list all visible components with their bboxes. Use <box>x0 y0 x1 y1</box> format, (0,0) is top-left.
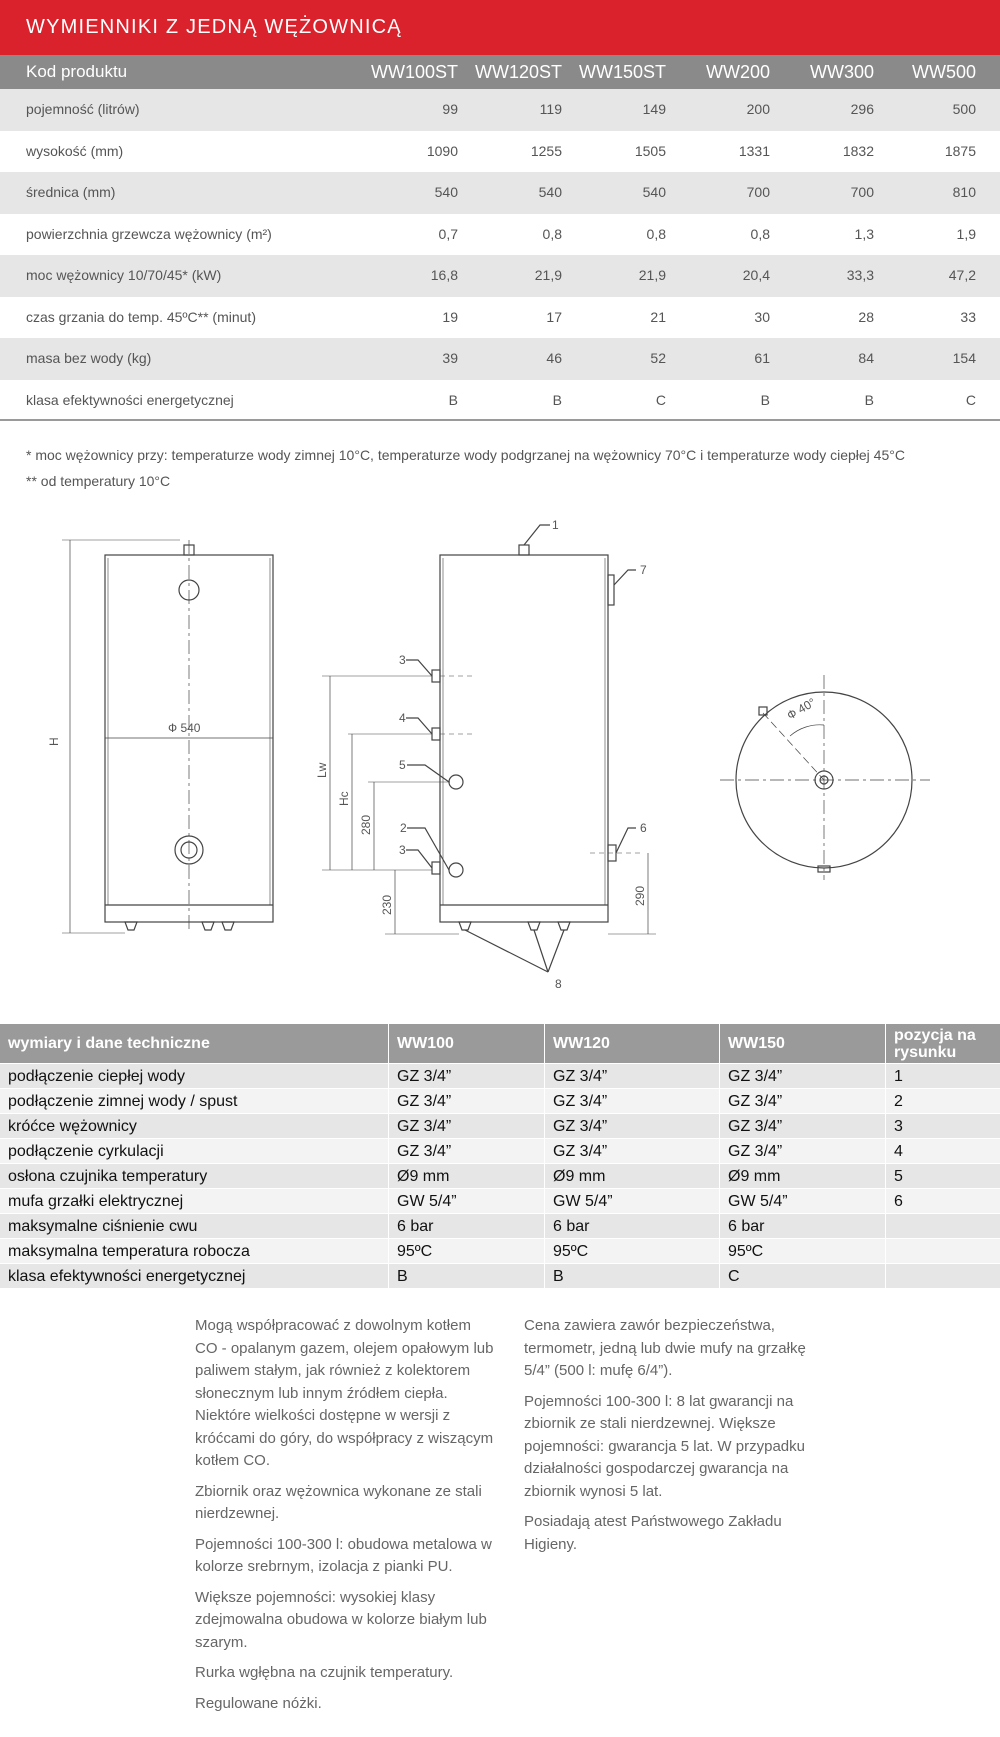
spec-row <box>0 131 1000 173</box>
side-foot <box>459 922 471 930</box>
side-foot <box>558 922 570 930</box>
spec-cell: 154 <box>952 350 976 366</box>
spec-cell: B <box>760 391 770 408</box>
tech-cell: 6 bar <box>544 1214 719 1238</box>
tech-row <box>0 1064 1000 1089</box>
tech-cell: 95ºC <box>544 1239 719 1263</box>
tech-row <box>0 1264 1000 1289</box>
tech-cell: GW 5/4” <box>719 1189 885 1213</box>
tech-row <box>0 1089 1000 1114</box>
tech-row-label: podłączenie ciepłej wody <box>8 1068 185 1085</box>
tech-cell: GZ 3/4” <box>719 1114 885 1138</box>
spec-cell: C <box>655 391 666 408</box>
description-paragraph: Rurka wgłębna na czujnik temperatury. <box>195 1664 454 1681</box>
spec-cell: 200 <box>746 101 770 117</box>
spec-cell: 17 <box>546 308 562 325</box>
tech-cell: C <box>719 1264 885 1288</box>
model-header: WW300 <box>809 62 874 82</box>
spec-cell: 61 <box>754 350 770 366</box>
tech-position-cell: 3 <box>885 1114 1000 1138</box>
description-right <box>524 1315 814 1564</box>
description-left <box>195 1315 495 1723</box>
spec-table-header <box>0 55 1000 89</box>
spec-cell: 1331 <box>738 142 770 159</box>
tech-row-label: klasa efektywności energetycznej <box>8 1268 246 1285</box>
description-paragraph: Pojemności 100-300 l: obudowa metalowa w kolorze srebrnym, izolacja z pianki PU. <box>195 1535 492 1575</box>
tech-table-header <box>0 1024 1000 1064</box>
spec-cell: 119 <box>539 101 562 117</box>
spec-row <box>0 297 1000 339</box>
tech-cell: GZ 3/4” <box>544 1064 719 1088</box>
tech-cell: Ø9 mm <box>719 1164 885 1188</box>
dim-230-label: 230 <box>380 894 394 915</box>
tech-row <box>0 1114 1000 1139</box>
spec-cell: 19 <box>442 308 458 325</box>
tech-position-cell <box>885 1239 1000 1263</box>
spec-cell: B <box>448 391 458 408</box>
tech-cell: GZ 3/4” <box>388 1089 544 1113</box>
spec-cell: 0,7 <box>438 225 458 242</box>
model-header: WW500 <box>911 62 976 82</box>
spec-header-label: Kod produktu <box>26 62 128 81</box>
spec-table <box>0 55 1000 421</box>
description-paragraph: Posiadają atest Państwowego Zakładu Higieny. <box>524 1513 782 1553</box>
spec-cell: 149 <box>642 101 666 117</box>
spec-row-label: powierzchnia grzewcza wężownicy (m²) <box>26 225 272 242</box>
side-anode-port <box>608 575 614 605</box>
callout-6: 6 <box>640 821 647 835</box>
spec-cell: 47,2 <box>948 267 976 283</box>
spec-cell: 46 <box>546 350 562 366</box>
tech-row-label: maksymalne ciśnienie cwu <box>8 1218 198 1235</box>
tech-row-label: króćce wężownicy <box>8 1118 137 1135</box>
spec-cell: 1832 <box>842 142 874 159</box>
tech-cell: B <box>544 1264 719 1288</box>
tech-cell: 95ºC <box>388 1239 544 1263</box>
callout-1: 1 <box>552 518 559 532</box>
header-banner <box>0 0 1000 55</box>
spec-cell: 1255 <box>530 142 562 159</box>
side-sensor-port <box>449 775 463 789</box>
spec-cell: 296 <box>850 101 874 117</box>
front-foot <box>202 922 214 930</box>
dim-290-label: 290 <box>633 885 647 906</box>
spec-cell: 1,9 <box>956 225 976 242</box>
callout-2: 2 <box>400 821 407 835</box>
side-top-fitting <box>519 545 529 555</box>
tech-cell: GZ 3/4” <box>719 1064 885 1088</box>
description-paragraph: Regulowane nóżki. <box>195 1694 322 1712</box>
spec-cell: 700 <box>746 184 770 200</box>
spec-cell: 1505 <box>634 142 666 159</box>
spec-row-label: wysokość (mm) <box>26 142 124 159</box>
tech-row-label: podłączenie zimnej wody / spust <box>8 1093 238 1110</box>
tech-header-model: WW100 <box>388 1024 544 1063</box>
footnote: ** od temperatury 10°C <box>26 473 171 489</box>
technical-drawing <box>0 510 1000 1000</box>
spec-cell: 33,3 <box>846 267 874 283</box>
tech-position-cell: 2 <box>885 1089 1000 1113</box>
footnotes <box>26 442 905 494</box>
spec-row-label: klasa efektywności energetycznej <box>26 391 234 408</box>
tech-row-label: podłączenie cyrkulacji <box>8 1143 164 1160</box>
description-paragraph: Większe pojemności: wysokiej klasy zdejmowalna obudowa w kolorze białym lub szarym. <box>195 1588 487 1651</box>
description-paragraph: Cena zawiera zawór bezpieczeństwa, termometr, jedną lub dwie mufy na grzałkę 5/4” (500 l: mufę 6/4”). <box>524 1317 806 1379</box>
spec-row <box>0 89 1000 131</box>
spec-cell: B <box>864 391 874 408</box>
tech-position-cell: 5 <box>885 1164 1000 1188</box>
tech-position-cell <box>885 1264 1000 1288</box>
tech-cell: GZ 3/4” <box>544 1139 719 1163</box>
spec-row-label: czas grzania do temp. 45ºC** (minut) <box>26 308 256 325</box>
tech-cell: GW 5/4” <box>388 1189 544 1213</box>
tech-cell: B <box>388 1264 544 1288</box>
tech-header-model: WW150 <box>719 1024 885 1063</box>
spec-cell: 30 <box>754 308 770 325</box>
tech-row-label: mufa grzałki elektrycznej <box>8 1193 184 1210</box>
tech-cell: GZ 3/4” <box>719 1089 885 1113</box>
tech-row <box>0 1214 1000 1239</box>
spec-row <box>0 338 1000 380</box>
spec-row-label: pojemność (litrów) <box>26 101 140 117</box>
spec-cell: 0,8 <box>542 225 562 242</box>
spec-cell: 52 <box>650 350 666 366</box>
spec-row-label: średnica (mm) <box>26 184 116 200</box>
model-header: WW150ST <box>578 62 666 82</box>
tech-position-cell: 4 <box>885 1139 1000 1163</box>
spec-row-label: masa bez wody (kg) <box>26 350 152 366</box>
side-cold-water-port <box>449 863 463 877</box>
spec-cell: 28 <box>858 308 874 325</box>
angle-label: Ф 40° <box>784 695 819 723</box>
spec-cell: 540 <box>642 184 666 200</box>
spec-cell: 0,8 <box>646 225 666 242</box>
model-header: WW120ST <box>474 62 562 82</box>
tech-cell: Ø9 mm <box>388 1164 544 1188</box>
tech-header-label: wymiary i dane techniczne <box>8 1035 210 1052</box>
tech-cell: GZ 3/4” <box>544 1089 719 1113</box>
spec-cell: 21,9 <box>638 267 666 283</box>
spec-cell: 39 <box>442 350 458 366</box>
footnote: * moc wężownicy przy: temperaturze wody zimnej 10°C, temperaturze wody podgrzanej na wężownicy 70°C i temperaturze wody ciepłej 45°C <box>26 447 905 463</box>
drawing-svg <box>0 510 1000 1000</box>
page-title: WYMIENNIKI Z JEDNĄ WĘŻOWNICĄ <box>26 16 402 38</box>
tech-cell: 6 bar <box>388 1214 544 1238</box>
callout-8: 8 <box>555 977 562 991</box>
side-tank-outline <box>440 555 608 922</box>
spec-cell: 84 <box>858 350 874 366</box>
callout-5: 5 <box>399 758 406 772</box>
spec-row <box>0 172 1000 214</box>
tech-cell: 6 bar <box>719 1214 885 1238</box>
callout-4: 4 <box>399 711 406 725</box>
height-label: H <box>47 737 61 746</box>
spec-cell: 540 <box>538 184 562 200</box>
callout-7: 7 <box>640 563 647 577</box>
callout-3: 3 <box>399 843 406 857</box>
tech-cell: Ø9 mm <box>544 1164 719 1188</box>
tech-row <box>0 1164 1000 1189</box>
tech-cell: 95ºC <box>719 1239 885 1263</box>
spec-cell: 0,8 <box>750 225 770 242</box>
spec-cell: B <box>552 391 562 408</box>
tech-cell: GZ 3/4” <box>388 1064 544 1088</box>
tech-cell: GZ 3/4” <box>719 1139 885 1163</box>
tech-row-label: osłona czujnika temperatury <box>8 1168 208 1185</box>
side-coil-port-upper <box>432 670 440 682</box>
description-paragraph: Mogą współpracować z dowolnym kotłem CO - opalanym gazem, olejem opałowym lub paliwem stałym, jak również z kolektorem słonecznym lub innym źródłem ciepła. Niektóre wielkości dostępne w wersji z króćcami do góry, do współpracy z wiszącym kotłem CO. <box>195 1317 494 1469</box>
lw-label: Lw <box>315 762 329 778</box>
spec-cell: 700 <box>850 184 874 200</box>
spec-cell: 540 <box>434 184 458 200</box>
spec-cell: 16,8 <box>430 267 458 283</box>
spec-cell: 20,4 <box>742 267 770 283</box>
model-header: WW200 <box>705 62 770 82</box>
tech-cell: GZ 3/4” <box>388 1114 544 1138</box>
tech-position-cell <box>885 1214 1000 1238</box>
diameter-label: Ф 540 <box>168 721 201 735</box>
tech-position-cell: 6 <box>885 1189 1000 1213</box>
spec-cell: 99 <box>442 101 458 117</box>
spec-row-label: moc wężownicy 10/70/45* (kW) <box>26 267 222 283</box>
tech-row <box>0 1139 1000 1164</box>
tech-header-model: WW120 <box>544 1024 719 1063</box>
tech-position-cell: 1 <box>885 1064 1000 1088</box>
hc-label: Hc <box>337 791 351 806</box>
side-coil-port-lower <box>432 862 440 874</box>
tech-row <box>0 1239 1000 1264</box>
dim-280-label: 280 <box>359 814 373 835</box>
spec-cell: 810 <box>952 184 976 200</box>
description-paragraph: Pojemności 100-300 l: 8 lat gwarancji na zbiornik ze stali nierdzewnej. Większe pojemności: gwarancja 5 lat. W przypadku działalności gospodarczej gwarancja na zbiornik wynosi 5 lat. <box>524 1392 805 1500</box>
spec-cell: 1,3 <box>854 225 874 242</box>
tech-header-position: pozycja na rysunku <box>885 1024 1000 1063</box>
side-foot <box>528 922 540 930</box>
spec-row <box>0 255 1000 297</box>
spec-cell: C <box>965 391 976 408</box>
tech-cell: GZ 3/4” <box>544 1114 719 1138</box>
spec-row <box>0 214 1000 256</box>
tech-row <box>0 1189 1000 1214</box>
tech-row-label: maksymalna temperatura robocza <box>8 1243 250 1260</box>
spec-cell: 500 <box>952 101 976 117</box>
description-paragraph: Zbiornik oraz wężownica wykonane ze stali nierdzewnej. <box>195 1482 482 1522</box>
tech-cell: GZ 3/4” <box>388 1139 544 1163</box>
spec-cell: 21 <box>650 308 666 325</box>
callout-3: 3 <box>399 653 406 667</box>
tech-table <box>0 1024 1000 1289</box>
spec-cell: 21,9 <box>534 267 562 283</box>
model-header: WW100ST <box>370 62 458 82</box>
front-foot <box>222 922 234 930</box>
spec-row <box>0 380 1000 422</box>
spec-cell: 1090 <box>426 142 458 159</box>
tech-cell: GW 5/4” <box>544 1189 719 1213</box>
spec-cell: 33 <box>960 308 976 325</box>
side-circulation-port <box>432 728 440 740</box>
spec-cell: 1875 <box>944 142 976 159</box>
front-foot <box>125 922 137 930</box>
